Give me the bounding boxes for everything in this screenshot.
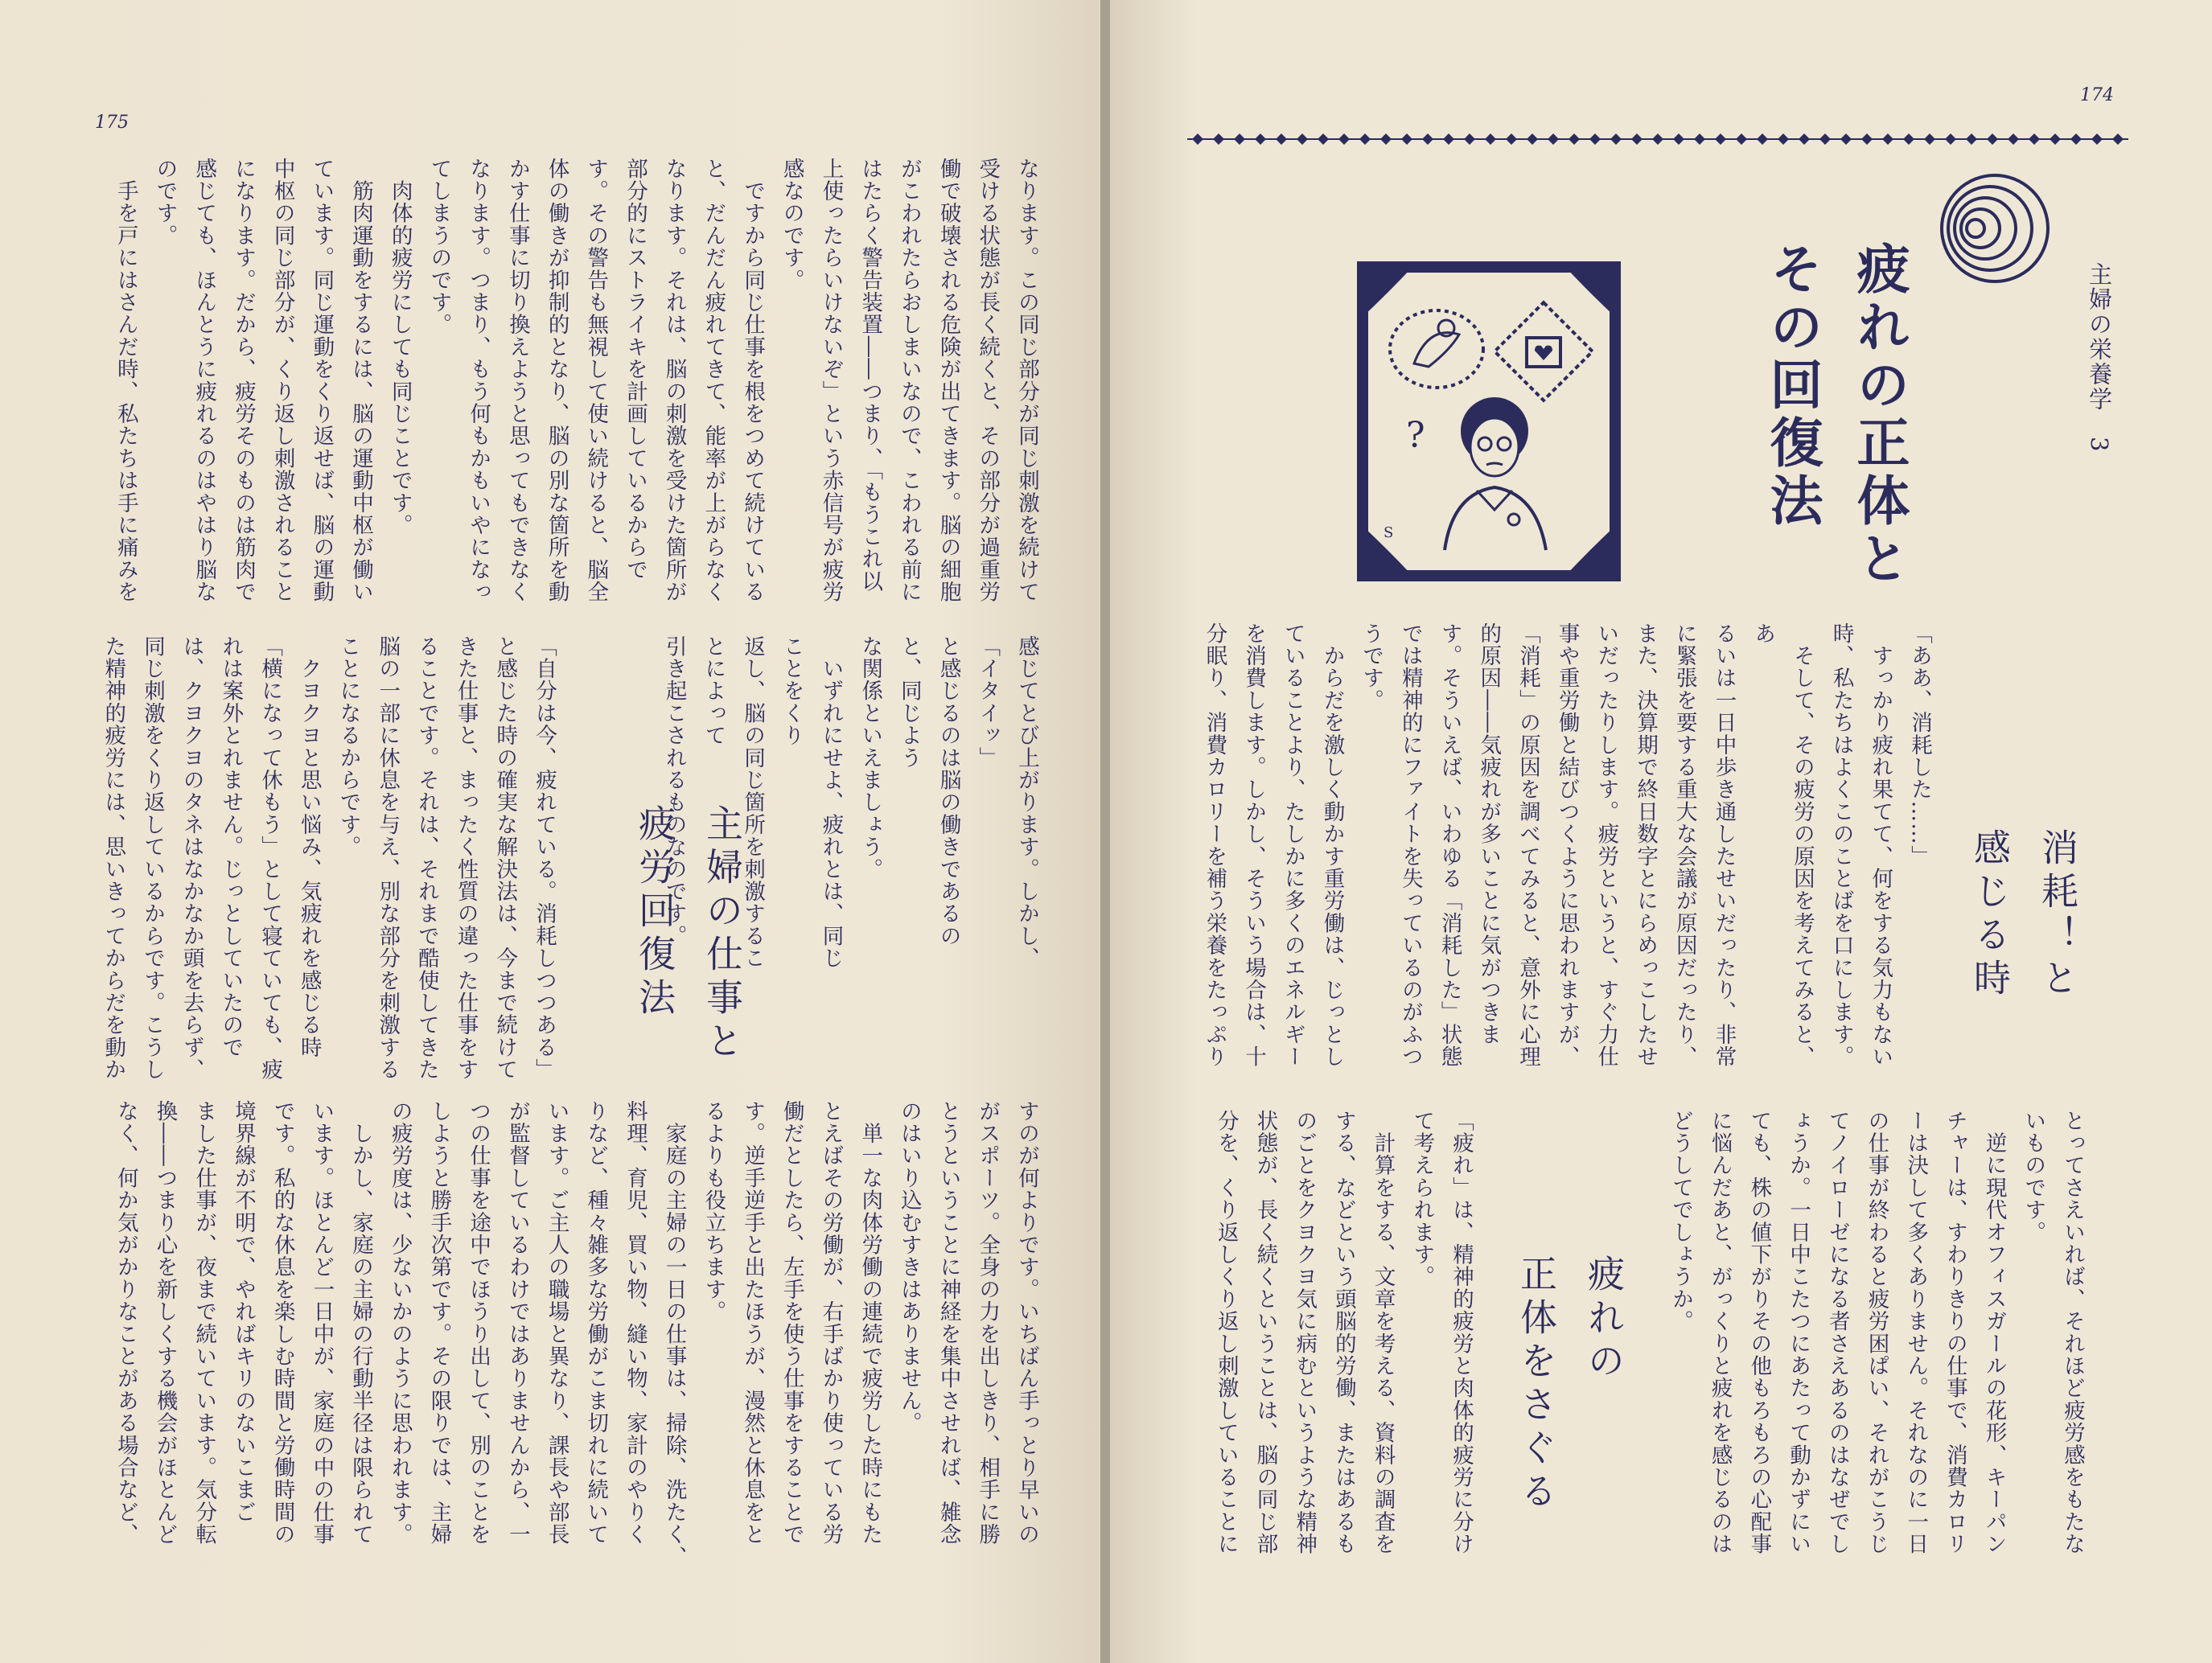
- rule-diamond: [1819, 133, 1831, 145]
- woman-fatigue-illustration: [1356, 261, 1622, 582]
- rule-diamond: [1715, 133, 1726, 145]
- rule-diamond: [2008, 133, 2019, 145]
- rule-diamond: [1924, 133, 1935, 145]
- rule-diamond: [1903, 133, 1914, 145]
- page-number-left: 175: [95, 113, 129, 133]
- right-text-upper: 「ああ、消耗した……」 すっかり疲れ果てて、何をする気力もない 時、私たちはよくこのことばを口にします。 そして、その疲労の原因を考えてみると、あ るいは一日中歩き通したせいだったり、非常 に緊張を要する重大な会議が原因だったり、 また、決算期で終日数字とにらめっこしたせ いだったりします。疲労というと、すぐ力仕 事や重労働と結びつくように思われますが、 「消耗」の原因を調べてみると、意外に心理 的原因――気疲れが多いことに気がつきま す。そういえば、いわゆる「消耗した」状態 では精神的にファイトを失っているのがふつ うです。 からだを激しく動かす重労働は、じっとし ていることより、たしかに多くのエネルギー を消費します。しかし、そういう場合は、十 分眠り、消費カロリーを補う栄養をたっぷり: [1202, 622, 1932, 1068]
- rule-diamond: [1673, 133, 1684, 145]
- rule-diamond: [1234, 133, 1245, 145]
- rule-diamond: [1255, 133, 1266, 145]
- right-text-lower-right: とってさえいれば、それほど疲労感をもたな いものです。 逆に現代オフィスガールの花形、キーパン チャーは、すわりきりの仕事で、消費カロリ ーは決して多くありません。それなのに一日 の仕事が終わると疲労困ぱい、それがこうじ てノイローゼになる者さえあるのはなぜでし ょうか。一日中こたつにあたって動かずにい ても、株の値下がりその他もろもろの心配事 に悩んだあと、がっくりと疲れを感じるのは どうしてでしょうか。: [1667, 1110, 2085, 1555]
- rule-diamond: [1736, 133, 1747, 145]
- left-text-middle-bottom: 「自分は今、疲れている。消耗しつつある」 と感じた時の確実な解決法は、今まで続けて きた仕事と、まったく性質の違った仕事をす ることです。それは、それまで酷使してきた 脳の一部に休息を与え、別な部分を刺激する ことになるからです。 クヨクヨと思い悩み、気疲れを感じる時 「横になって休もう」として寝ていても、疲 れは案外とれません。じっとしていたので は、クヨクヨのタネはなかなか頭を去らず、 同じ刺激をくり返しているからです。こうし た精神的疲労には、思いきってからだを動か: [101, 635, 557, 1081]
- rule-diamond: [1401, 133, 1412, 145]
- rule-diamond: [1861, 133, 1873, 145]
- concentric-circles-icon: [1932, 170, 2053, 291]
- rule-diamond: [1757, 133, 1768, 145]
- rule-diamond: [1297, 133, 1308, 145]
- rule-diamond: [1380, 133, 1392, 145]
- heading-exhaustion: 消耗！と 感じる時: [1968, 828, 2079, 1002]
- rule-diamond: [1799, 133, 1810, 145]
- rule-diamond: [1192, 133, 1203, 145]
- left-page: [0, 0, 1104, 1663]
- rule-diamond: [2029, 133, 2040, 145]
- running-head: 主婦の栄養学 3: [2086, 262, 2113, 454]
- rule-diamond: [1485, 133, 1496, 145]
- page-number-right: 174: [2080, 85, 2114, 105]
- rule-diamond: [1694, 133, 1705, 145]
- rule-diamond: [1652, 133, 1663, 145]
- rule-diamond: [1840, 133, 1852, 145]
- rule-diamond: [1569, 133, 1580, 145]
- rule-diamond: [1527, 133, 1538, 145]
- rule-diamond: [1548, 133, 1559, 145]
- rule-diamond: [2050, 133, 2061, 145]
- rule-diamond: [1213, 133, 1224, 145]
- rule-diamond: [1506, 133, 1517, 145]
- rule-diamond: [1945, 133, 1956, 145]
- svg-text:?: ?: [1406, 415, 1425, 456]
- rule-diamond: [2091, 133, 2103, 145]
- rule-diamond: [1882, 133, 1893, 145]
- svg-text:S: S: [1384, 524, 1394, 541]
- rule-diamond: [1966, 133, 1977, 145]
- decorative-dotted-rule: [1187, 132, 2128, 146]
- rule-diamond: [1276, 133, 1287, 145]
- left-text-middle-top: 感じてとび上がります。しかし、「イタイッ」 と感じるのは脳の働きであるのと、同じよう な関係といえましょう。 いずれにせよ、疲れとは、同じことをくり 返し、脳の同じ箇所を刺激することによって 引き起こされるものなのです。: [661, 635, 1039, 970]
- rule-diamond: [1422, 133, 1433, 145]
- rule-diamond: [1443, 133, 1454, 145]
- rule-diamond: [1610, 133, 1622, 145]
- rule-diamond: [1338, 133, 1350, 145]
- section-heading-housewife: 主婦の仕事と 疲労回復法: [633, 804, 744, 1065]
- rule-diamond: [1318, 133, 1329, 145]
- right-page: [1110, 0, 2212, 1663]
- left-text-upper: なります。この同じ部分が同じ刺激を続けて 受ける状態が長く続くと、その部分が過重労 働で破壊される危険が出てきます。脳の細胞 がこわれたらおしまいなので、こわれる前に はたらく警告装置――つまり、「もうこれ以 上使ったらいけないぞ」という赤信号が疲労 感なのです。 ですから同じ仕事を根をつめて続けている と、だんだん疲れてきて、能率が上がらなく なります。それは、脳の刺激を受けた箇所が 部分的にストライキを計画しているからで す。その警告も無視して使い続けると、脳全 体の働きが抑制的となり、脳の別な箇所を動 かす仕事に切り換えようと思ってもできなく なります。つまり、もう何もかもいやになっ てしまうのです。 肉体的疲労にしても同じことです。 筋肉運動をするには、脳の運動中枢が働い ています。同じ運動をくり返せば、脳の運動 中枢の同じ部分が、くり返し刺激されること になります。だから、疲労そのものは筋肉で 感じても、ほんとうに疲れるのはやはり脳な のです。 手を戸にはさんだ時、私たちは手に痛みを: [113, 158, 1039, 603]
- right-text-lower-left: 「疲れ」は、精神的疲労と肉体的疲労に分け て考えられます。 計算をする、文章を考える、資料の調査を する、などという頭脳的労働、またはあるも のごとをクヨクヨ気に病むというような精神 状態が、長く続くということは、脳の同じ部 分を、くり返しくり返し刺激していることに: [1213, 1110, 1474, 1555]
- left-text-lower: すのが何よりです。いちばん手っとり早いの がスポーツ。全身の力を出しきり、相手に勝 とうということに神経を集中させれば、雑念 のはいり込むすきはありません。 単一な肉体労働の連続で疲労した時にもた とえばその労働が、右手ばかり使っている労 働だとしたら、左手を使う仕事をすることで す。逆手逆手と出たほうが、漫然と休息をと るよりも役立ちます。 家庭の主婦の一日の仕事は、掃除、洗たく、 料理、育児、買い物、縫い物、家計のやりく りなど、種々雑多な労働がこま切れに続いて います。ご主人の職場と異なり、課長や部長 が監督しているわけではありませんから、一 つの仕事を途中でほうり出して、別のことを しようと勝手次第です。その限りでは、主婦 の疲労度は、少ないかのように思われます。 しかし、家庭の主婦の行動半径は限られて います。ほとんど一日中が、家庭の中の仕事 です。私的な休息を楽しむ時間と労働時間の 境界線が不明で、やればキリのないこまご ました仕事が、夜まで続いています。気分転 換――つまり心を新しくする機会がほとんど なく、何か気がかりなことがある場合など、: [113, 1100, 1039, 1568]
- rule-diamond: [1464, 133, 1475, 145]
- heading-fatigue-identity: 疲れの 正体をさぐる: [1515, 1254, 1626, 1515]
- rule-diamond: [1359, 133, 1371, 145]
- rule-diamond: [2070, 133, 2082, 145]
- rule-diamond: [2112, 133, 2124, 145]
- rule-diamond: [1987, 133, 1998, 145]
- rule-diamond: [1778, 133, 1789, 145]
- rule-diamond: [1631, 133, 1643, 145]
- article-title: 疲れの正体と その回復法: [1761, 241, 1910, 589]
- rule-diamond: [1589, 133, 1601, 145]
